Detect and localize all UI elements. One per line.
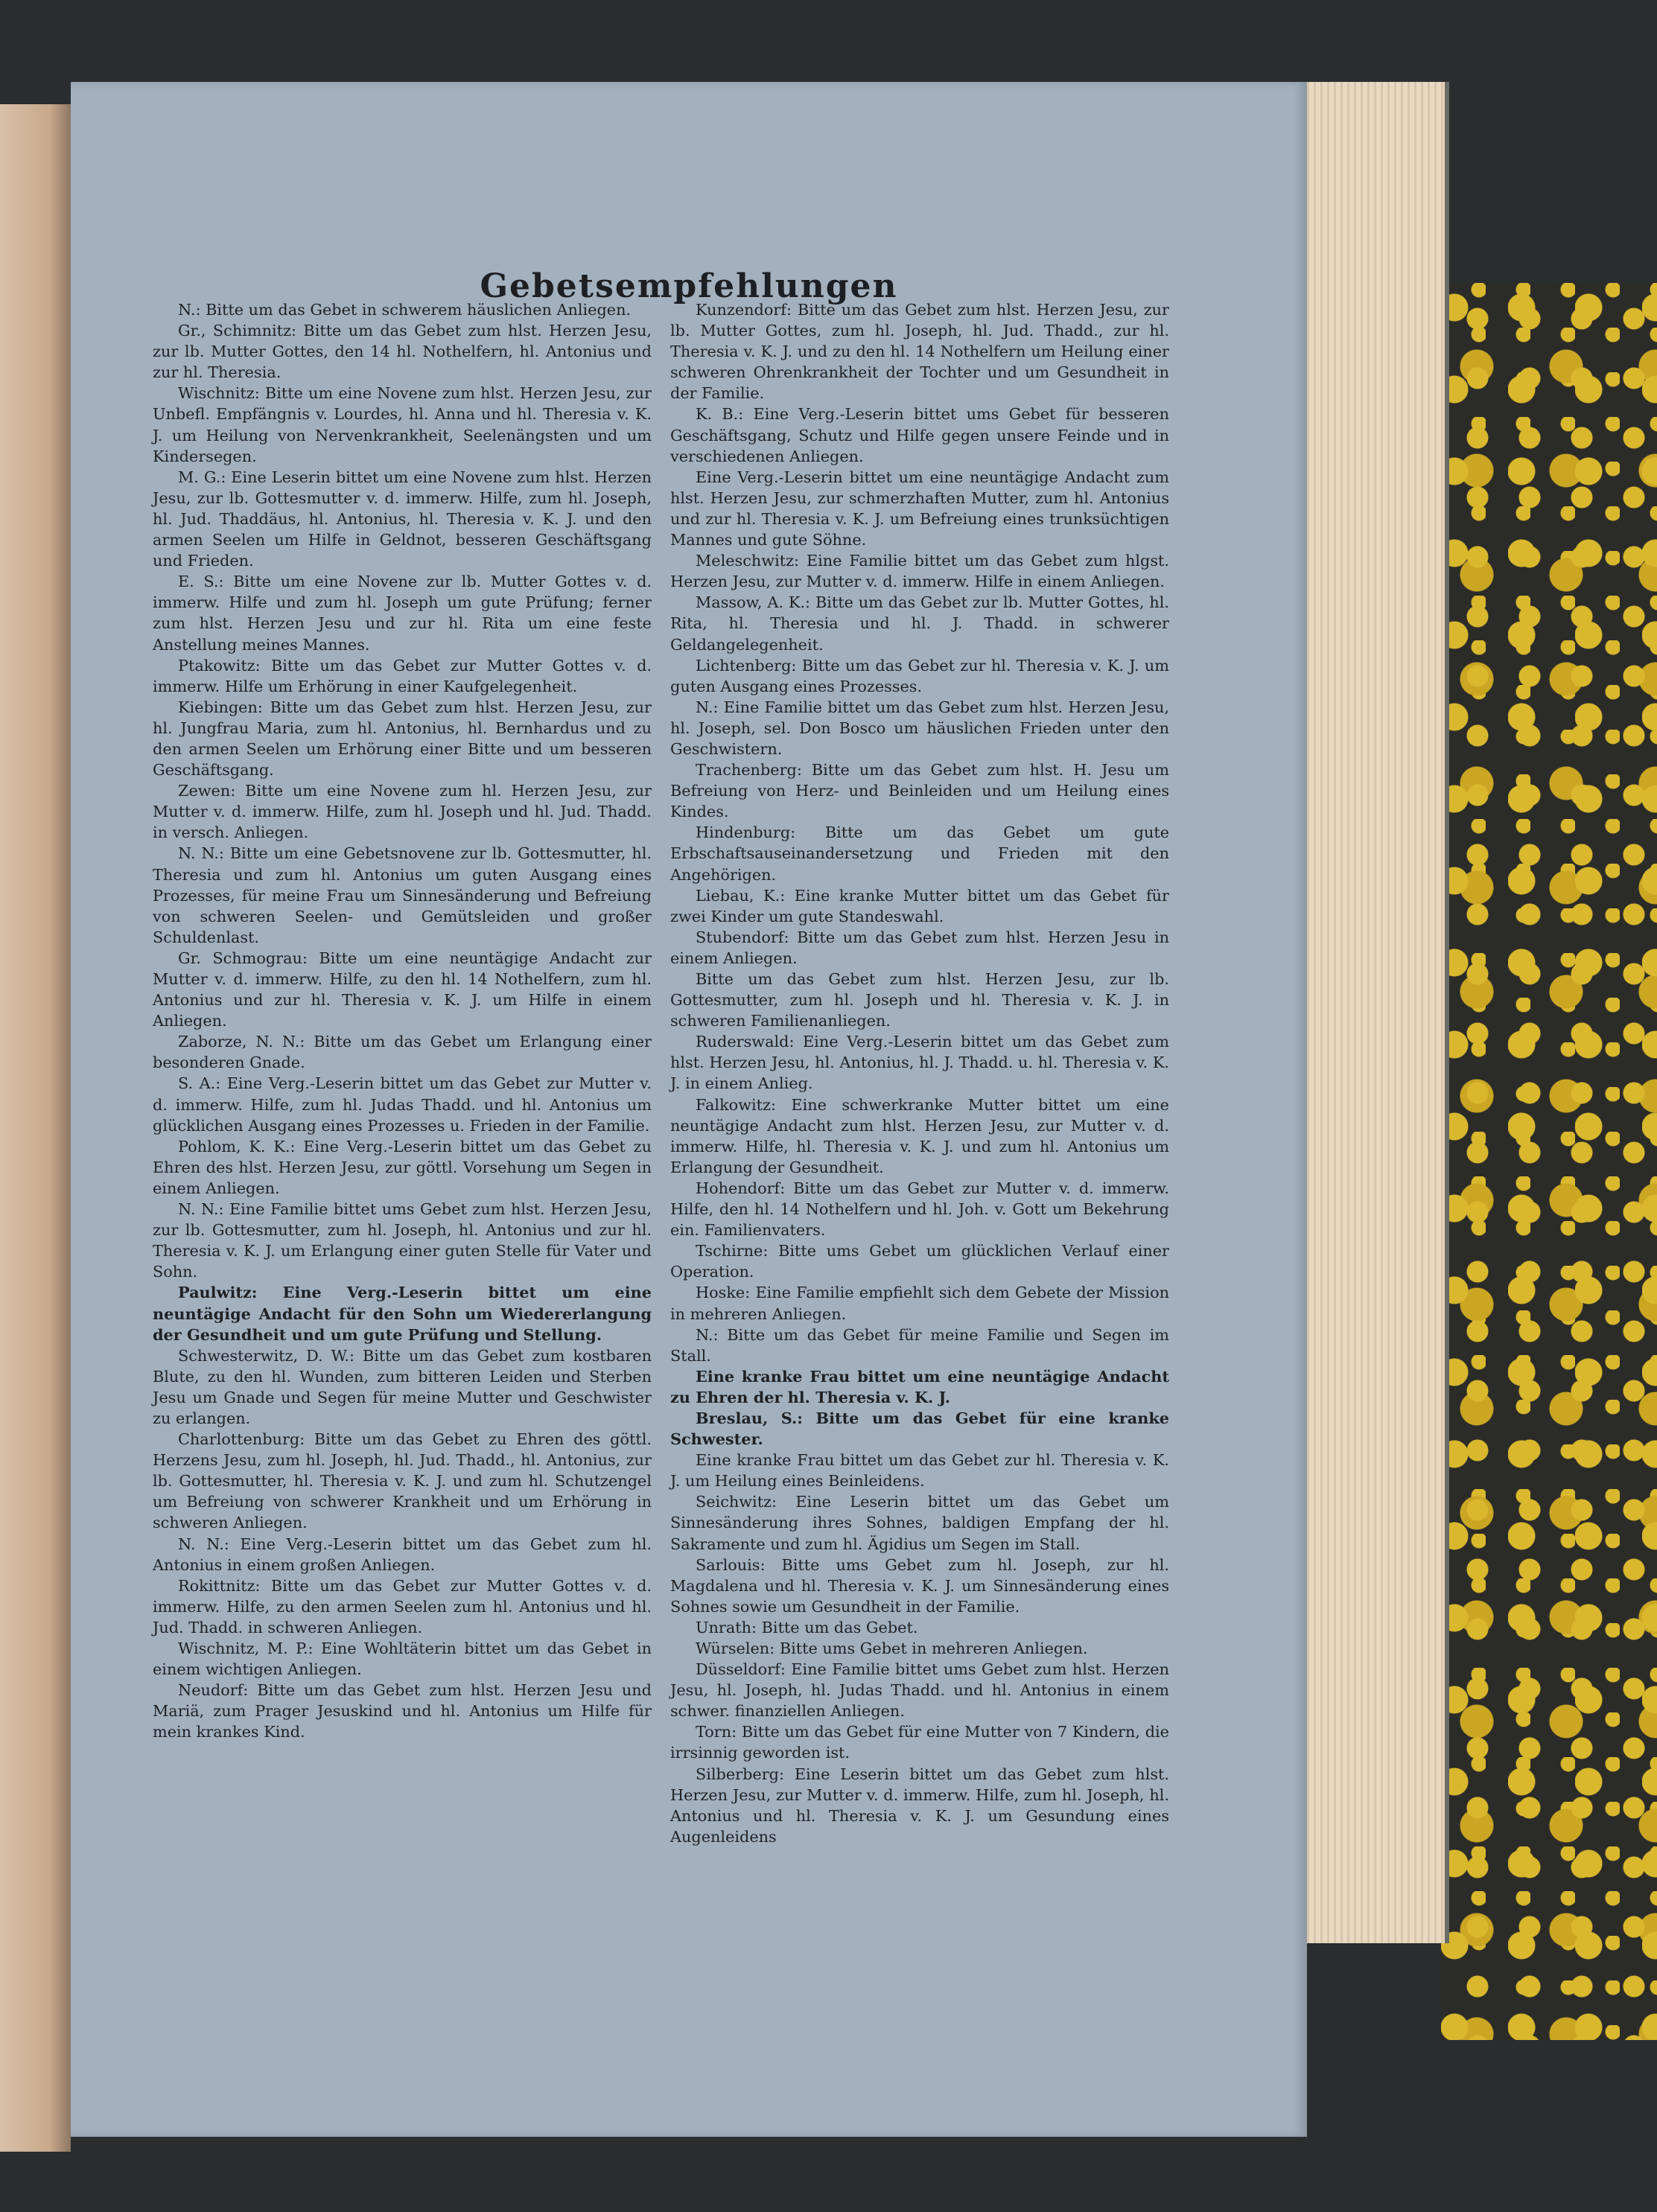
prayer-entry: Zaborze, N. N.: Bitte um das Gebet um Erlangung einer besonderen Gnade. xyxy=(153,1033,652,1072)
prayer-entry: K. B.: Eine Verg.-Leserin bittet ums Gebet für besseren Geschäftsgang, Schutz und Hilfe gegen unsere Feinde und in verschiedenen Anliegen. xyxy=(670,405,1169,465)
prayer-entry: Paulwitz: Eine Verg.-Leserin bittet um eine neuntägige Andacht für den Sohn um Wiedererlangung der Gesundheit und um gute Prüfung und Stellung. xyxy=(153,1283,652,1344)
prayer-entry: N. N.: Eine Familie bittet ums Gebet zum hlst. Herzen Jesu, zur lb. Gottesmutter, zum hl. Joseph, hl. Antonius und zur hl. Theresia v. K. J. um Erlangung einer guten Stelle für Vater und Sohn. xyxy=(153,1200,652,1281)
prayer-entry: Bitte um das Gebet zum hlst. Herzen Jesu, zur lb. Gottesmutter, zum hl. Joseph und hl. Theresia v. K. J. in schweren Familienanliegen. xyxy=(670,970,1169,1030)
prayer-entry: N. N.: Bitte um eine Gebetsnovene zur lb. Gottesmutter, hl. Theresia und zum hl. Antonius um guten Ausgang eines Prozesses, für meine Frau um Sinnesänderung und Befreiung von schweren Seelen- und Gemütsleiden und großer Schuldenlast. xyxy=(153,844,652,946)
prayer-entry: N.: Bitte um das Gebet für meine Familie und Segen im Stall. xyxy=(670,1325,1169,1365)
prayer-entry: Kunzendorf: Bitte um das Gebet zum hlst. Herzen Jesu, zur lb. Mutter Gottes, zum hl. Joseph, hl. Jud. Thadd., zur hl. Theresia v. K. J. und zu den hl. 14 Nothelfern um Heilung einer schweren Ohrenkrankheit der Tochter und um Gesundheit in der Familie. xyxy=(670,301,1169,403)
prayer-entry: Tschirne: Bitte ums Gebet um glücklichen Verlauf einer Operation. xyxy=(670,1242,1169,1281)
prayer-entry: Hohendorf: Bitte um das Gebet zur Mutter v. d. immerw. Hilfe, den hl. 14 Nothelfern und hl. Joh. v. Gott um Bekehrung ein. Familienvaters. xyxy=(670,1179,1169,1240)
prayer-entry: Würselen: Bitte ums Gebet in mehreren Anliegen. xyxy=(696,1639,1088,1657)
prayer-entry: Sarlouis: Bitte ums Gebet zum hl. Joseph, zur hl. Magdalena und hl. Theresia v. K. J. um Sinnesänderung eines Sohnes sowie um Gesundheit in der Familie. xyxy=(670,1555,1169,1616)
page-title: Gebetsempfehlungen xyxy=(480,267,898,306)
prayer-entry: N.: Bitte um das Gebet in schwerem häuslichen Anliegen. xyxy=(178,301,632,319)
prayer-entry: Liebau, K.: Eine kranke Mutter bittet um das Gebet für zwei Kinder um gute Standeswahl. xyxy=(670,886,1169,925)
prayer-entry: Massow, A. K.: Bitte um das Gebet zur lb. Mutter Gottes, hl. Rita, hl. Theresia und hl. J. Thadd. in schwerer Geldangelegenheit. xyxy=(670,593,1169,654)
prayer-entry: Rokittnitz: Bitte um das Gebet zur Mutter Gottes v. d. immerw. Hilfe, zu den armen Seelen zum hl. Antonius und hl. Jud. Thadd. in schweren Anliegen. xyxy=(153,1576,652,1636)
prayer-entry: E. S.: Bitte um eine Novene zur lb. Mutter Gottes v. d. immerw. Hilfe und zum hl. Joseph um gute Prüfung; ferner zum hlst. Herzen Jesu und zur hl. Rita um eine feste Anstellung meines Mannes. xyxy=(153,573,652,654)
page-stack-edge xyxy=(1296,82,1449,1943)
prayer-entry: Breslau, S.: Bitte um das Gebet für eine kranke Schwester. xyxy=(670,1408,1169,1449)
prayer-entry: N. N.: Eine Verg.-Leserin bittet um das Gebet zum hl. Antonius in einem großen Anliegen. xyxy=(153,1534,652,1574)
prayer-entry: Hoske: Eine Familie empfiehlt sich dem Gebete der Mission in mehreren Anliegen. xyxy=(670,1284,1169,1323)
prayer-entry: Wischnitz: Bitte um eine Novene zum hlst. Herzen Jesu, zur Unbefl. Empfängnis v. Lourdes, hl. Anna und hl. Theresia v. K. J. um Heilung von Nervenkrankheit, Seelenängsten und um Kindersegen. xyxy=(153,384,652,465)
prayer-entry: Charlottenburg: Bitte um das Gebet zu Ehren des göttl. Herzens Jesu, zum hl. Joseph, hl. Jud. Thadd., hl. Antonius, zur lb. Gottesmutter, hl. Theresia v. K. J. und zum hl. Schutzengel um Befreiung von schwerer Krankheit und um Erhörung in schweren Anliegen. xyxy=(153,1430,652,1532)
prayer-entry: Meleschwitz: Eine Familie bittet um das Gebet zum hlgst. Herzen Jesu, zur Mutter v. d. immerw. Hilfe in einem Anliegen. xyxy=(670,552,1169,591)
prayer-entry: Torn: Bitte um das Gebet für eine Mutter von 7 Kindern, die irrsinnig geworden ist. xyxy=(670,1723,1169,1762)
prayer-entry: Kiebingen: Bitte um das Gebet zum hlst. Herzen Jesu, zur hl. Jungfrau Maria, zum hl. Antonius, hl. Bernhardus und zu den armen Seelen um Erhörung einer Bitte und um besseren Geschäftsgang. xyxy=(153,698,652,780)
prayer-entry: Falkowitz: Eine schwerkranke Mutter bittet um eine neuntägige Andacht zum hlst. Herzen Jesu, zur Mutter v. d. immerw. Hilfe, hl. Theresia v. K. J. und zum hl. Antonius um Erlangung der Gesundheit. xyxy=(670,1095,1169,1176)
right-column xyxy=(670,299,1169,1847)
prayer-entry: Pohlom, K. K.: Eine Verg.-Leserin bittet um das Gebet zu Ehren des hlst. Herzen Jesu, zur göttl. Vorsehung um Segen in einem Anliegen. xyxy=(153,1137,652,1197)
prayer-entry: Wischnitz, M. P.: Eine Wohltäterin bittet um das Gebet in einem wichtigen Anliegen. xyxy=(153,1639,652,1679)
prayer-entry: Ruderswald: Eine Verg.-Leserin bittet um das Gebet zum hlst. Herzen Jesu, hl. Antonius, hl. J. Thadd. u. hl. Theresia v. K. J. in einem Anlieg. xyxy=(670,1033,1169,1093)
prayer-entry: Zewen: Bitte um eine Novene zum hl. Herzen Jesu, zur Mutter v. d. immerw. Hilfe, zum hl. Joseph und hl. Jud. Thadd. in versch. Anliegen. xyxy=(153,782,652,842)
prayer-entry: S. A.: Eine Verg.-Leserin bittet um das Gebet zur Mutter v. d. immerw. Hilfe, zum hl. Judas Thadd. und hl. Antonius um glücklichen Ausgang eines Prozesses u. Frieden in der Familie. xyxy=(153,1074,652,1135)
prayer-entry: Neudorf: Bitte um das Gebet zum hlst. Herzen Jesu und Mariä, zum Prager Jesuskind und hl. Antonius um Hilfe für mein krankes Kind. xyxy=(153,1681,652,1741)
prayer-entry: Hindenburg: Bitte um das Gebet um gute Erbschaftsauseinandersetzung und Frieden mit den Angehörigen. xyxy=(670,823,1169,884)
book-cover-edge xyxy=(1441,283,1657,2040)
prayer-entry: M. G.: Eine Leserin bittet um eine Novene zum hlst. Herzen Jesu, zur lb. Gottesmutter v. d. immerw. Hilfe, zum hl. Joseph, hl. Jud. Thaddäus, hl. Antonius, hl. Theresia v. K. J. und den armen Seelen um Hilfe in Geldnot, besseren Geschäftsgang und Frieden. xyxy=(153,468,652,570)
prayer-entry: Trachenberg: Bitte um das Gebet zum hlst. H. Jesu um Befreiung von Herz- und Beinleiden und um Heilung eines Kindes. xyxy=(670,761,1169,821)
prayer-entry: Eine Verg.-Leserin bittet um eine neuntägige Andacht zum hlst. Herzen Jesu, zur schmerzhaften Mutter, zum hl. Antonius und zur hl. Theresia v. K. J. um Befreiung eines trunksüchtigen Mannes und gute Söhne. xyxy=(670,468,1169,549)
prayer-entry: Stubendorf: Bitte um das Gebet zum hlst. Herzen Jesu in einem Anliegen. xyxy=(670,928,1169,967)
prayer-entry: Eine kranke Frau bittet um das Gebet zur hl. Theresia v. K. J. um Heilung eines Beinleidens. xyxy=(670,1451,1169,1491)
prayer-entry: Gr., Schimnitz: Bitte um das Gebet zum hlst. Herzen Jesu, zur lb. Mutter Gottes, den 14 hl. Nothelfern, hl. Antonius und zur hl. Theresia. xyxy=(153,322,652,382)
prayer-entry: Silberberg: Eine Leserin bittet um das Gebet zum hlst. Herzen Jesu, zur Mutter v. d. immerw. Hilfe, zum hl. Joseph, hl. Antonius und hl. Theresia v. K. J. um Gesundung eines Augenleidens xyxy=(670,1765,1169,1846)
prayer-entry: Ptakowitz: Bitte um das Gebet zur Mutter Gottes v. d. immerw. Hilfe um Erhörung in einer Kaufgelegenheit. xyxy=(153,656,652,695)
left-page-edge xyxy=(0,104,71,2152)
prayer-entry: Düsseldorf: Eine Familie bittet ums Gebet zum hlst. Herzen Jesu, hl. Joseph, hl. Judas Thadd. und hl. Antonius in einem schwer. finanziellen Anliegen. xyxy=(670,1660,1169,1721)
prayer-entry: Lichtenberg: Bitte um das Gebet zur hl. Theresia v. K. J. um guten Ausgang eines Prozesses. xyxy=(670,656,1169,695)
left-column xyxy=(153,299,652,1742)
prayer-entry: Schwesterwitz, D. W.: Bitte um das Gebet zum kostbaren Blute, zu den hl. Wunden, zum bitteren Leiden und Sterben Jesu um Gnade und Segen für meine Mutter und Geschwister zu erlangen. xyxy=(153,1346,652,1427)
prayer-entry: Eine kranke Frau bittet um eine neuntägige Andacht zu Ehren der hl. Theresia v. K. J. xyxy=(670,1366,1169,1406)
prayer-entry: N.: Eine Familie bittet um das Gebet zum hlst. Herzen Jesu, hl. Joseph, sel. Don Bosco um häuslichen Frieden unter den Geschwistern. xyxy=(670,698,1169,758)
prayer-entry: Seichwitz: Eine Leserin bittet um das Gebet um Sinnesänderung ihres Sohnes, baldigen Empfang der hl. Sakramente und zum hl. Ägidius um Segen im Stall. xyxy=(670,1493,1169,1553)
prayer-entry: Unrath: Bitte um das Gebet. xyxy=(696,1618,918,1636)
prayer-entry: Gr. Schmograu: Bitte um eine neuntägige Andacht zur Mutter v. d. immerw. Hilfe, zu den hl. 14 Nothelfern, zum hl. Antonius und zur hl. Theresia v. K. J. um Hilfe in einem Anliegen. xyxy=(153,949,652,1030)
